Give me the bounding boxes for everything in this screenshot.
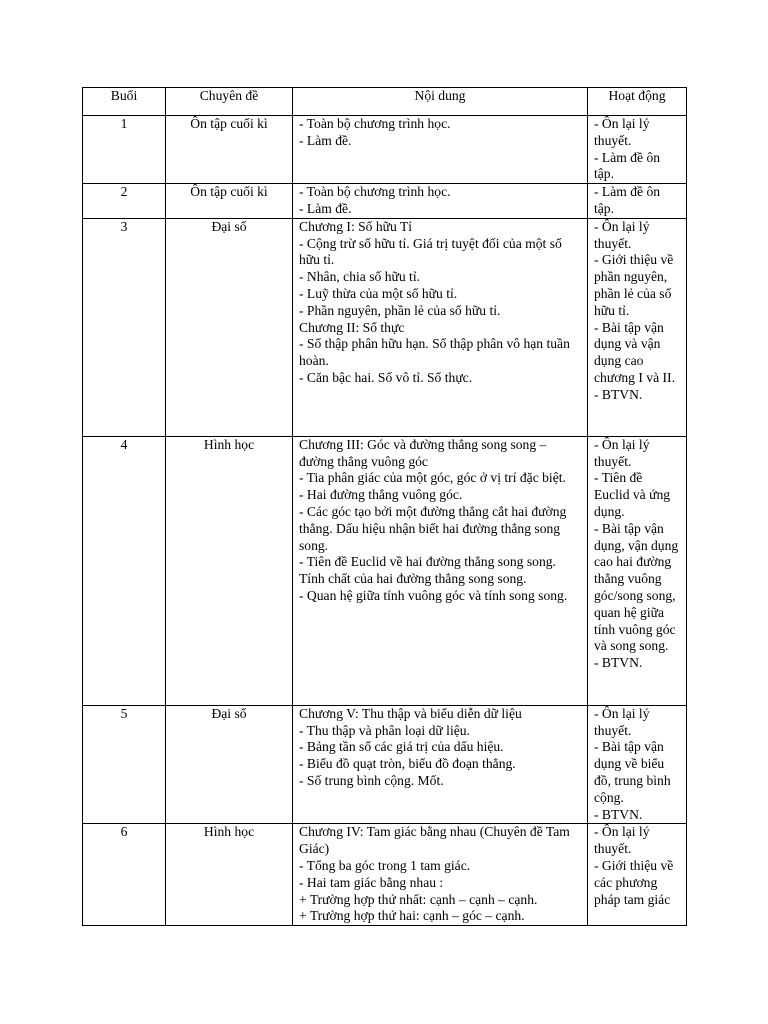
session-number: 6 <box>83 824 166 926</box>
activity-cell <box>588 184 687 219</box>
content-line: Chương II: Số thực <box>299 319 405 335</box>
header-content: Nội dung <box>293 88 588 116</box>
content-cell <box>293 116 588 184</box>
content-line: - Số trung bình cộng. Mốt. <box>299 772 444 788</box>
activity-line: - Làm đề ôn tập. <box>594 184 661 216</box>
header-session: Buổi <box>83 88 166 116</box>
activity-line: - Ôn lại lý thuyết. <box>594 218 650 251</box>
content-line: Chương IV: Tam giác bằng nhau (Chuyên đề Tam Giác) <box>299 824 570 857</box>
table-row <box>83 436 687 705</box>
lesson-plan-table <box>82 87 687 926</box>
content-line: - Toàn bộ chương trình học. <box>299 184 451 200</box>
session-number: 2 <box>83 184 166 219</box>
activity-line: - Ôn lại lý thuyết. <box>594 436 650 469</box>
content-line: + Trường hợp thứ nhất: cạnh – cạnh – cạnh. <box>299 891 538 907</box>
table-body <box>83 116 687 926</box>
table-row <box>83 184 687 219</box>
topic-cell: Ôn tập cuối kì <box>166 116 293 184</box>
session-number: 4 <box>83 436 166 705</box>
content-line: - Tổng ba góc trong 1 tam giác. <box>299 857 471 873</box>
session-number: 1 <box>83 116 166 184</box>
activity-line: - Giới thiệu về các phương pháp tam giác <box>594 857 674 907</box>
content-line: - Làm đề. <box>299 200 352 216</box>
content-cell <box>293 218 588 436</box>
activity-line: - BTVN. <box>594 655 643 671</box>
content-line: Chương V: Thu thập và biểu diễn dữ liệu <box>299 705 522 721</box>
topic-cell: Hình học <box>166 824 293 926</box>
content-line: - Số thập phân hữu hạn. Số thập phân vô hạn tuần hoàn. <box>299 336 570 369</box>
activity-line: - Bài tập vận dụng về biểu đồ, trung bình cộng. <box>594 739 671 805</box>
activity-line: - Tiên đề Euclid và ứng dụng. <box>594 470 671 519</box>
topic-cell: Hình học <box>166 436 293 705</box>
header-activity: Hoạt động <box>588 88 687 116</box>
activity-cell <box>588 436 687 705</box>
activity-cell <box>588 705 687 824</box>
content-line: - Bảng tần số các giá trị của dấu hiệu. <box>299 739 504 755</box>
content-line: - Cộng trừ số hữu tỉ. Giá trị tuyệt đối của một số hữu tỉ. <box>299 235 562 268</box>
activity-line: - BTVN. <box>594 386 643 402</box>
content-line: - Hai đường thẳng vuông góc. <box>299 487 463 503</box>
activity-line: - Bài tập vận dụng và vận dụng cao chương I và II. <box>594 319 675 385</box>
table-row <box>83 116 687 184</box>
header-topic: Chuyên đề <box>166 88 293 116</box>
content-line: + Trường hợp thứ hai: cạnh – góc – cạnh. <box>299 908 525 924</box>
content-line: - Thu thập và phân loại dữ liệu. <box>299 722 470 738</box>
topic-cell: Ôn tập cuối kì <box>166 184 293 219</box>
activity-line: - Làm đề ôn tập. <box>594 149 661 182</box>
activity-line: - Bài tập vận dụng, vận dụng cao hai đường thẳng vuông góc/song song, quan hệ giữa tính vuông góc và song song. <box>594 520 679 654</box>
content-line: - Toàn bộ chương trình học. <box>299 116 451 131</box>
content-cell <box>293 824 588 926</box>
content-line: - Quan hệ giữa tính vuông góc và tính song song. <box>299 587 568 603</box>
activity-cell <box>588 218 687 436</box>
session-number: 3 <box>83 218 166 436</box>
header-row <box>83 88 687 116</box>
activity-line: - BTVN. <box>594 806 643 822</box>
topic-cell: Đại số <box>166 705 293 824</box>
content-line: Chương III: Góc và đường thẳng song song – đường thẳng vuông góc <box>299 436 547 469</box>
content-line: - Tia phân giác của một góc, góc ở vị trí đặc biệt. <box>299 470 566 486</box>
content-line: - Hai tam giác bằng nhau : <box>299 874 444 890</box>
activity-cell <box>588 824 687 926</box>
content-line: - Nhân, chia số hữu tỉ. <box>299 269 421 285</box>
activity-line: - Ôn lại lý thuyết. <box>594 116 650 148</box>
activity-line: - Ôn lại lý thuyết. <box>594 705 650 738</box>
content-line: - Phần nguyên, phần lẻ của số hữu tỉ. <box>299 302 501 318</box>
content-line: - Căn bậc hai. Số vô tỉ. Số thực. <box>299 369 473 385</box>
activity-line: - Ôn lại lý thuyết. <box>594 824 650 857</box>
content-line: - Làm đề. <box>299 132 352 148</box>
content-line: - Biểu đồ quạt tròn, biểu đồ đoạn thẳng. <box>299 756 516 772</box>
activity-line: - Giới thiệu về phần nguyên, phần lẻ của số hữu tỉ. <box>594 252 674 318</box>
content-cell <box>293 436 588 705</box>
table-row <box>83 705 687 824</box>
table-row <box>83 824 687 926</box>
content-cell <box>293 184 588 219</box>
content-line: - Luỹ thừa của một số hữu tỉ. <box>299 285 458 301</box>
activity-cell <box>588 116 687 184</box>
topic-cell: Đại số <box>166 218 293 436</box>
table-row <box>83 218 687 436</box>
content-line: - Tiên đề Euclid về hai đường thẳng song song. Tính chất của hai đường thẳng song song. <box>299 554 556 587</box>
content-line: - Các góc tạo bởi một đường thẳng cắt hai đường thẳng. Dấu hiệu nhận biết hai đường thẳng song song. <box>299 503 567 553</box>
content-line: Chương I: Số hữu Tỉ <box>299 218 413 234</box>
session-number: 5 <box>83 705 166 824</box>
content-cell <box>293 705 588 824</box>
